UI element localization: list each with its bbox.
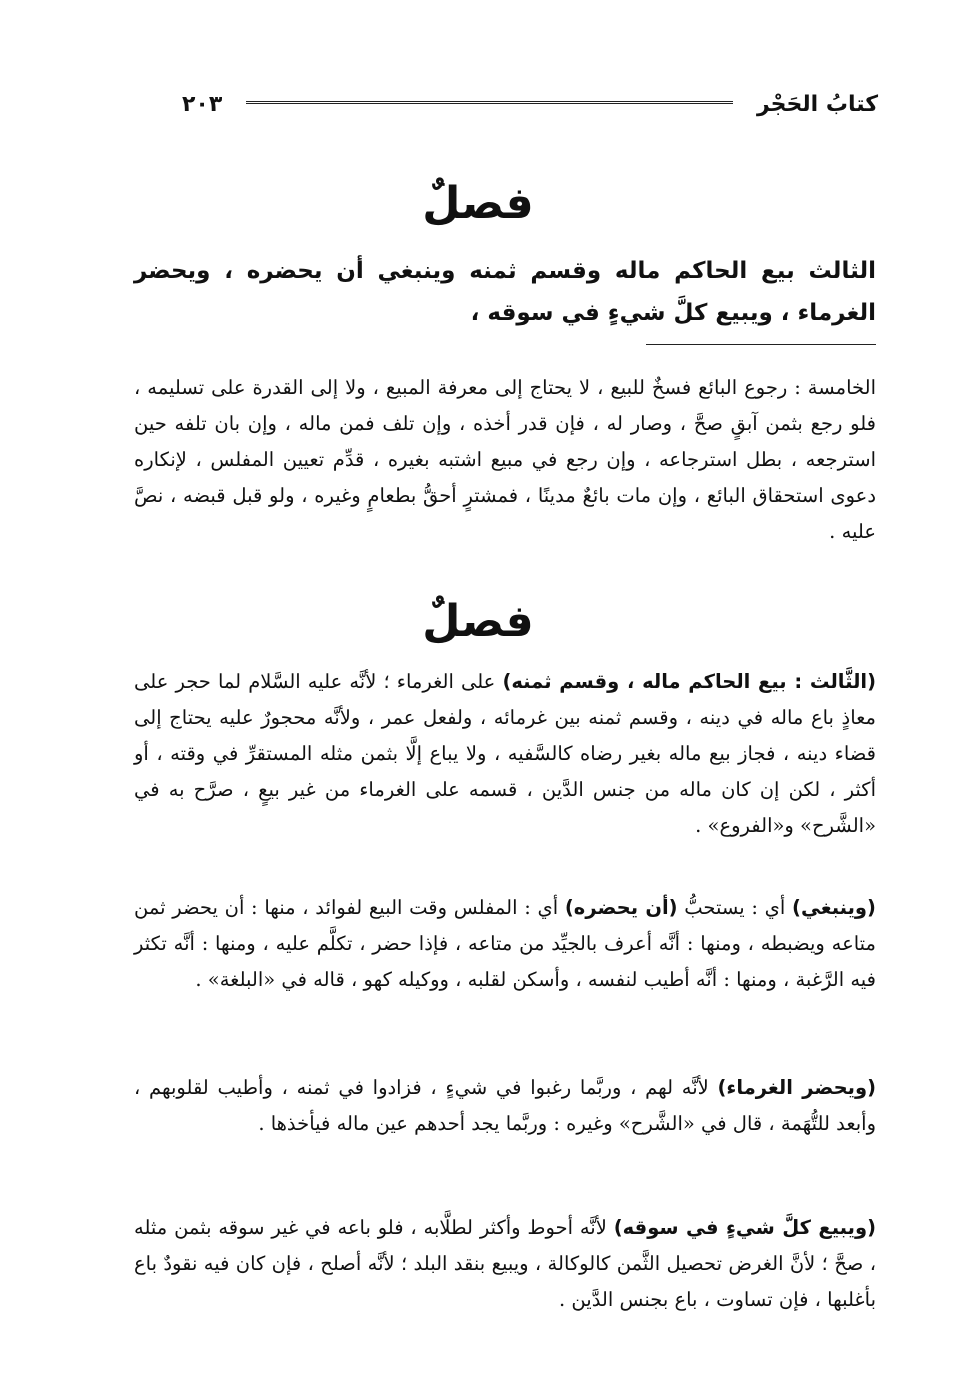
matn-lemma: (الثَّالث : بيع الحاكم ماله ، وقسم ثمنه) (502, 670, 876, 693)
section-heading: فصلٌ (422, 596, 534, 647)
commentary-text: على الغرماء ؛ لأنَّه عليه السَّلام لما حجر على معاذٍ باع ماله في دينه ، وقسم ثمنه بين غرمائه ، ولفعل عمر ، ولأنَّه محجورٌ عليه يحتاج إلى قضاء دينه ، فجاز بيع ماله بغير رضاه كالسَّفيه ، ولا يباع إلَّا بثمن مثله المستقرِّ في وقته ، أو أكثر ، لكن إن كان ماله من جنس الدَّين ، قسمه على الغرماء من غير بيعٍ ، صرَّح به في «الشَّرح» و«الفروع» . (134, 670, 876, 837)
commentary-paragraph (134, 1070, 876, 1142)
previous-commentary-paragraph: الخامسة : رجوع البائع فسخٌ للبيع ، لا يحتاج إلى معرفة المبيع ، ولا إلى القدرة على تسليمه ، فلو رجع بثمن آبقٍ صحَّ ، وصار له ، فإن قدر أخذه ، وإن تلف فمن ماله ، وإن بان تلفه حين استرجعه ، بطل استرجاعه ، وإن رجع في مبيع اشتبه بغيره ، قدِّم تعيين المفلس ، لإنكاره دعوى استحقاق البائع ، وإن مات بائعٌ مدينًا ، فمشترٍ أحقُّ بطعامٍ وغيره ، ولو قبل قبضه ، نصَّ عليه . (134, 376, 876, 543)
commentary-paragraph (134, 1210, 876, 1318)
commentary-text: أي : يستحبُّ (677, 896, 793, 919)
page-number: ٢٠٣ (182, 91, 223, 117)
matn-lemma: (ويبيع كلَّ شيءٍ في سوقه) (613, 1216, 877, 1239)
running-header (182, 84, 878, 124)
matn-lemma: (وينبغي) (792, 896, 876, 919)
book-title: كتابُ الحَجْر (757, 91, 878, 117)
matn-lemma: (أن يحضره) (564, 896, 678, 919)
commentary-text: لأنَّه أحوط وأكثر لطلَّابه ، فلو باعه في غير سوقه بثمن مثله ، صحَّ ؛ لأنَّ الغرض تحصيل الثَّمن كالوكالة ، ويبيع بنقد البلد ؛ لأنَّه أصلح ، فإن كان فيه نقودٌ باع بأغلبها ، فإن تساوت ، باع بجنس الدَّين . (134, 1216, 876, 1311)
header-rule (246, 101, 733, 104)
commentary-text: أي : المفلس وقت البيع لفوائد ، منها : أن يحضر ثمن متاعه ويضبطه ، ومنها : أنَّه أعرف بالجيِّد من متاعه ، فإذا حضر ، تكلَّم عليه ، ومنها : أنَّه تكثر فيه الرَّغبة ، ومنها : أنَّه أطيب لنفسه ، وأسكن لقلبه ، ووكيله كهو ، قاله في «البلغة» . (134, 896, 876, 991)
commentary-paragraph (134, 664, 876, 844)
matn-lemma: (ويحضر الغرماء) (717, 1076, 876, 1099)
matn-text: الثالث بيع الحاكم ماله وقسم ثمنه وينبغي أن يحضره ، ويحضر الغرماء ، ويبيع كلَّ شيءٍ في سوقه ، (134, 258, 876, 326)
section-heading: فصلٌ (422, 178, 534, 229)
commentary-paragraph (134, 890, 876, 998)
matn-underline (646, 344, 876, 345)
commentary-text: لأنَّه لهم ، وربَّما رغبوا في شيءٍ ، فزادوا في ثمنه ، وأطيب لقلوبهم ، وأبعد للتُّهَمة ، قال في «الشَّرح» وغيره : وربَّما يجد أحدهم عين ماله فيأخذها . (134, 1076, 876, 1135)
